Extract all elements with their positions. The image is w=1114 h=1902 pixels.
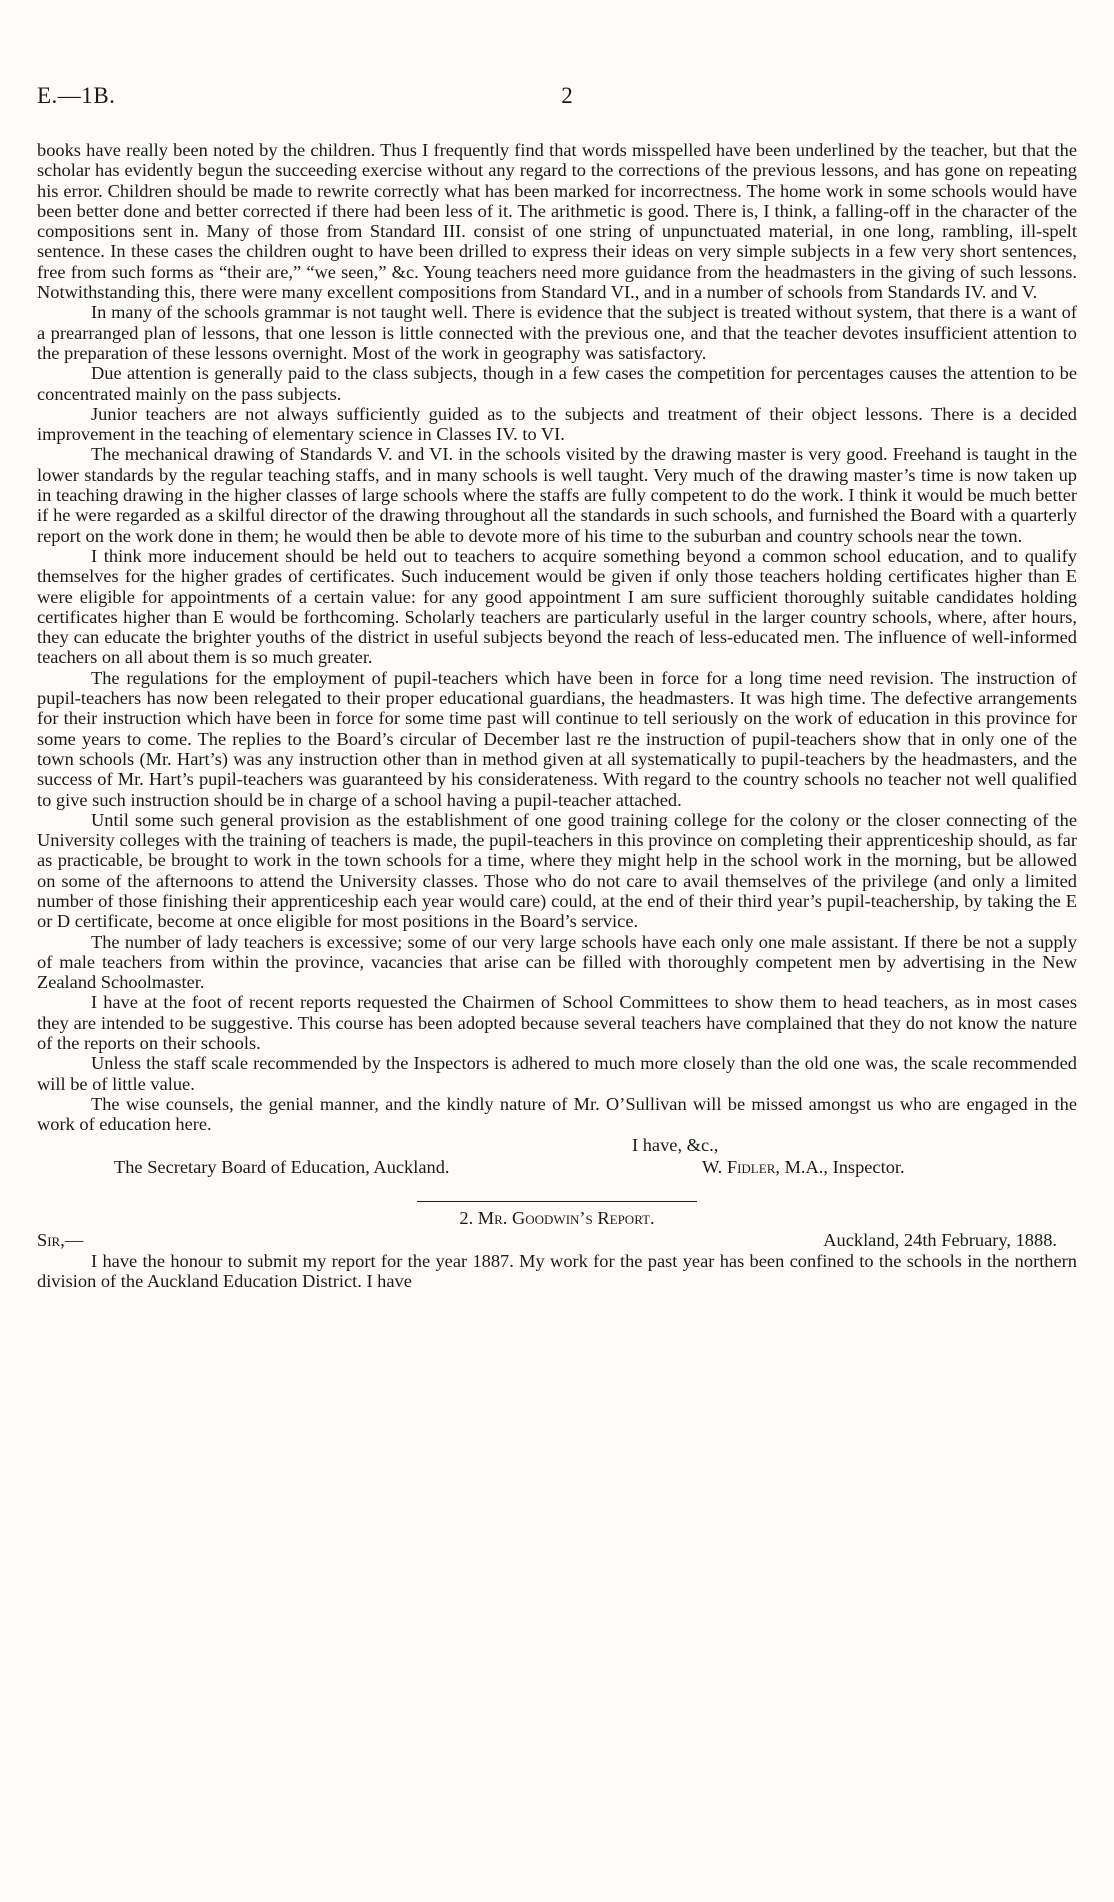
paragraph: Until some such general provision as the establishment of one good training college for the colony or the closer connecting of the University colleges with the training of teachers is made, the pupil-teachers in this province on completing their apprenticeship should, as far as practicable, be brought to work in the town schools for a time, where they might help in the school work in the morning, but be allowed on some of the afternoons to attend the University classes. Those who do not care to avail themselves of the privilege (and only a limited number of those finishing their apprenticeship each year would care) could, at the end of their third year’s pupil-teachership, by taking the E or D certificate, become at once eligible for most positions in the Board’s service.	[37, 809, 1077, 932]
paragraph: I have the honour to submit my report for the year 1887. My work for the past year has been confined to the schools in the northern division of the Auckland Education District. I have	[37, 1250, 1077, 1291]
paragraph: I have at the foot of recent reports requested the Chairmen of School Committees to show them to head teachers, as in most cases they are intended to be suggestive. This course has been adopted because several teachers have complained that they do not know the nature of the reports on their schools.	[37, 992, 1077, 1054]
addressee: The Secretary Board of Education, Auckland.	[114, 1156, 450, 1177]
closing-line	[37, 1135, 1077, 1157]
report-title: 2. Mr. Goodwin’s Report.	[459, 1207, 655, 1228]
page-body	[37, 140, 1077, 1291]
paragraph: The mechanical drawing of Standards V. and VI. in the schools visited by the drawing master is very good. Freehand is taught in the lower standards by the regular teaching staffs, and in many schools is well taught. Very much of the drawing master’s time is now taken up in teaching drawing in the higher classes of large schools where the staffs are fully competent to do the work. I think it would be much better if he were regarded as a skilful director of the drawing throughout all the standards in such schools, and furnished the Board with a quarterly report on the work done in them; he would then be able to devote more of his time to the suburban and country schools near the town.	[37, 444, 1077, 546]
paragraph: I think more inducement should be held out to teachers to acquire something beyond a common school education, and to qualify themselves for the higher grades of certificates. Such inducement would be given if only those teachers holding certificates higher than E were eligible for appointments of a certain value: for any good appointment I am sure sufficient thoroughly suitable candidates holding certificates higher than E would be forthcoming. Scholarly teachers are particularly useful in the larger country schools, where, after hours, they can educate the brighter youths of the district in useful subjects beyond the reach of less-educated men. The influence of well-informed teachers on all about them is so much greater.	[37, 545, 1077, 668]
signature-title: , M.A., Inspector.	[775, 1156, 905, 1177]
paragraph: The number of lady teachers is excessive; some of our very large schools have each only one male assistant. If there be not a supply of male teachers from within the province, vacancies that arise can be filled with thoroughly competent men by advertising in the New Zealand Schoolmaster.	[37, 931, 1077, 993]
signature-row	[37, 1157, 1077, 1181]
signature-name: W. Fidler	[702, 1156, 776, 1177]
paragraph: books have really been noted by the children. Thus I frequently find that words misspelled have been underlined by the teacher, but that the scholar has evidently begun the succeeding exercise without any regard to the corrections of the previous lessons, and has gone on repeating his error. Children should be made to rewrite correctly what has been marked for incorrectness. The home work in some schools would have been better done and better corrected if there had been less of it. The arithmetic is good. There is, I think, a falling-off in the character of the compositions sent in. Many of those from Standard III. consist of one string of unpunctuated material, in one long, rambling, ill-spelt sentence. In these cases the children ought to have been drilled to express their ideas on very simple subjects in a few very short sentences, free from such forms as “their are,” “we seen,” &c. Young teachers need more guidance from the headmasters in the giving of such lessons. Notwithstanding this, there were many excellent compositions from Standard VI., and in a number of schools from Standards IV. and V.	[37, 140, 1077, 303]
salutation: Sir,—	[37, 1229, 84, 1250]
document-reference	[37, 83, 116, 108]
reference-prefix: E.—1	[37, 83, 94, 108]
page-number: 2	[561, 83, 573, 108]
reference-suffix: B.	[93, 83, 116, 108]
paragraph: The wise counsels, the genial manner, and the kindly nature of Mr. O’Sullivan will be missed amongst us who are engaged in the work of education here.	[37, 1093, 1077, 1135]
signature	[702, 1157, 905, 1177]
paragraph: Unless the staff scale recommended by the Inspectors is adhered to much more closely than the old one was, the scale recommended will be of little value.	[37, 1053, 1077, 1094]
paragraph: Due attention is generally paid to the class subjects, though in a few cases the competition for percentages causes the attention to be concentrated mainly on the pass subjects.	[37, 363, 1077, 404]
salutation-row	[37, 1230, 1077, 1251]
closing-phrase: I have, &c.,	[632, 1134, 719, 1155]
paragraph: Junior teachers are not always sufficiently guided as to the subjects and treatment of their object lessons. There is a decided improvement in the teaching of elementary science in Classes IV. to VI.	[37, 403, 1077, 445]
page-header	[37, 83, 1077, 114]
paragraph: The regulations for the employment of pupil-teachers which have been in force for a long time need revision. The instruction of pupil-teachers has now been relegated to their proper educational guardians, the headmasters. It was high time. The defective arrangements for their instruction which have been in force for some time past will continue to tell seriously on the work of education in this province for some years to come. The replies to the Board’s circular of December last re the instruction of pupil-teachers show that in only one of the town schools (Mr. Hart’s) was any instruction other than in method given at all systematically to pupil-teachers by the headmasters, and the success of Mr. Hart’s pupil-teachers was guaranteed by his considerateness. With regard to the country schools no teacher not well qualified to give such instruction should be in charge of a school having a pupil-teacher attached.	[37, 667, 1077, 810]
section-divider	[417, 1201, 697, 1202]
paragraph: In many of the schools grammar is not taught well. There is evidence that the subject is treated without system, that there is a want of a prearranged plan of lessons, that one lesson is little connected with the previous one, and that the teacher devotes insufficient attention to the preparation of these lessons overnight. Most of the work in geography was satisfactory.	[37, 302, 1077, 363]
report-date: Auckland, 24th February, 1888.	[823, 1229, 1057, 1250]
